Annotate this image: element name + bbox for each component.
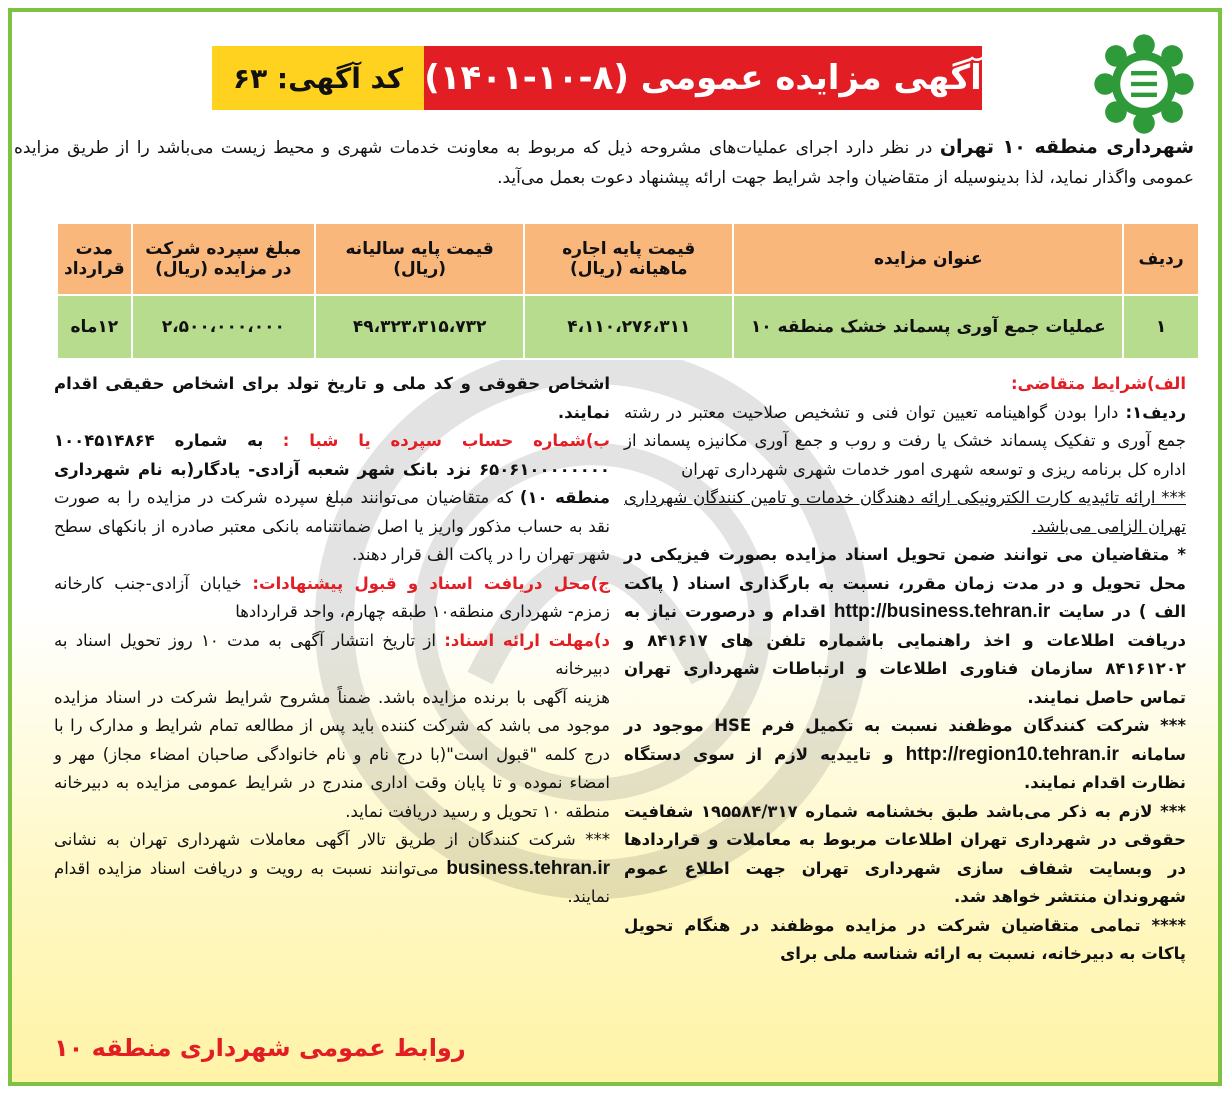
right-column: [624, 370, 1186, 969]
th-deposit: مبلغ سپرده شرکت در مزایده (ریال): [132, 223, 315, 295]
hall-note: [54, 826, 610, 912]
section-d-text: از تاریخ انتشار آگهی به مدت ۱۰ روز تحویل اسناد به دبیرخانه: [54, 630, 610, 678]
section-b-text: که متقاضیان می‌توانند مبلغ سپرده شرکت در مزایده را به صورت نقد به حساب مذکور واریز یا اصل ضمانتنامه بانکی معتبر صادره از بانکهای سطح شهر تهران را در پاکت الف قرار دهند.: [54, 488, 610, 564]
intro-paragraph: [14, 132, 1194, 193]
hse-text-1: *** شرکت کنندگان موظفند نسبت به تکمیل فرم HSE موجود در سامانه: [624, 716, 1186, 764]
transparency-note: *** لازم به ذکر می‌باشد طبق بخشنامه شماره ۱۹۵۵۸۴/۳۱۷ شفافیت حقوقی در شهرداری تهران اطلاعات مربوط به معاملات و قراردادها در وبسایت شفاف سازی شهرداری تهران جهت اطلاع عموم شهروندان منتشر خواهد شد.: [624, 801, 1186, 906]
cell-annual: ۴۹،۳۲۳،۳۱۵،۷۳۲: [315, 295, 524, 359]
cell-title: عملیات جمع آوری پسماند خشک منطقه ۱۰: [733, 295, 1123, 359]
docs-upload-text-1: * متقاضیان می توانند ضمن تحویل اسناد مزایده بصورت فیزیکی در محل تحویل و در مدت زمان مقرر، نسبت به بارگذاری اسناد ( پاکت الف ) در سایت: [624, 545, 1187, 621]
hse-text-2: و تاییدیه لازم از سوی دستگاه نظارت اقدام نمایند.: [624, 744, 1186, 792]
th-duration: مدت قرارداد: [57, 223, 132, 295]
section-c-text: خیابان آزادی-جنب کارخانه زمزم- شهرداری منطقه۱۰ طبقه چهارم، واحد قراردادها: [54, 573, 610, 621]
table-row: [57, 295, 1199, 359]
row1-text: دارا بودن گواهینامه تعیین توان فنی و تشخیص صلاحیت معتبر در رشته جمع آوری و تفکیک پسماند خشک یا رفت و روب و جمع آوری مکانیزه پسماند از اداره کل برنامه ریزی و توسعه شهری امور خدمات شهری شهرداری تهران: [624, 402, 1186, 479]
tehran-municipality-logo-icon: [1090, 30, 1198, 138]
left-column: [54, 370, 610, 912]
docs-upload: [624, 541, 1186, 712]
national-id-note: **** تمامی متقاضیان شرکت در مزایده موظفند در هنگام تحویل پاکات به دبیرخانه، نسبت به ارائه شناسه ملی برای: [624, 915, 1186, 963]
hse-requirement: [624, 712, 1186, 798]
section-a-row1: [624, 399, 1186, 485]
section-c-title: ج)محل دریافت اسناد و قبول پیشنهادات:: [252, 573, 611, 593]
hall-text-2: می‌توانند نسبت به رویت و دریافت اسناد مزایده اقدام نمایند.: [54, 858, 610, 906]
section-a-title: الف)شرایط متقاضی:: [1010, 374, 1186, 393]
th-monthly: قیمت پایه اجاره ماهیانه (ریال): [524, 223, 733, 295]
business-link[interactable]: http://business.tehran.ir: [833, 601, 1051, 622]
notice-page: [8, 8, 1222, 1086]
section-d: [54, 627, 610, 684]
national-id-continued: اشخاص حقوقی و کد ملی و تاریخ تولد برای اشخاص حقیقی اقدام نمایند.: [54, 374, 610, 422]
auction-table: [56, 222, 1200, 360]
th-row: ردیف: [1123, 223, 1199, 295]
section-c: [54, 570, 610, 627]
docs-upload-text-2: اقدام و درصورت نیاز به دریافت اطلاعات و اخذ راهنمایی باشماره تلفن های ۸۴۱۶۱۷ و ۸۴۱۶۱۲۰۲ سازمان فناوری اطلاعات و ارتباطات شهرداری تهران تماس حاصل نمایند.: [624, 602, 1186, 707]
notice-code: کد آگهی: ۶۳: [212, 46, 424, 110]
cell-deposit: ۲،۵۰۰،۰۰۰،۰۰۰: [132, 295, 315, 359]
hall-link[interactable]: business.tehran.ir: [446, 857, 610, 879]
footer-public-relations: روابط عمومی شهرداری منطقه ۱۰: [54, 1034, 466, 1062]
section-b-title: ب)شماره حساب سپرده یا شبا :: [282, 431, 610, 450]
th-annual: قیمت پایه سالیانه (ریال): [315, 223, 524, 295]
fee-note: هزینه آگهی با برنده مزایده باشد. ضمناً مشروح شرایط شرکت در اسناد مزایده موجود می باشد که شرکت کننده باید پس از مطالعه تمام شرایط و مدارک را با درج کلمه "قبول است"(با درج نام و نام خانوادگی صاحبان امضاء مجاز) مهر و امضاء نموده و تا پایان وقت اداری مندرج در شرایط عمومی مزایده به دبیرخانه منطقه ۱۰ تحویل و رسید دریافت نماید.: [54, 687, 610, 821]
row1-label: ردیف۱:: [1125, 402, 1186, 422]
card-requirement: *** ارائه تائیدیه کارت الکترونیکی ارائه دهندگان خدمات و تامین کنندگان شهرداری تهران الزامی می‌باشد.: [624, 488, 1186, 536]
cell-duration: ۱۲ماه: [57, 295, 132, 359]
region10-link[interactable]: http://region10.tehran.ir: [905, 743, 1119, 765]
th-title: عنوان مزایده: [733, 223, 1123, 295]
intro-text: در نظر دارد اجرای عملیات‌های مشروحه ذیل که مربوط به معاونت خدمات شهری و محیط زیست می‌باشد را از طریق مزایده عمومی واگذار نماید، لذا بدینوسیله از متقاضیان واجد شرایط جهت ارائه پیشنهاد دعوت بعمل می‌آید.: [14, 138, 1194, 188]
section-b: [54, 427, 610, 570]
hall-text-1: *** شرکت کنندگان از طریق تالار آگهی معاملات شهرداری تهران به نشانی: [54, 830, 610, 849]
section-b-account: به شماره ۱۰۰۴۵۱۴۸۶۴ ۶۵۰۶۱۰۰۰۰۰۰۰۰ نزد بانک شهر شعبه آزادی- یادگار(به نام شهرداری منطقه ۱۰): [54, 431, 610, 507]
cell-monthly: ۴،۱۱۰،۲۷۶،۳۱۱: [524, 295, 733, 359]
intro-org: شهرداری منطقه ۱۰ تهران: [939, 136, 1195, 158]
table-header-row: [57, 223, 1199, 295]
notice-title: آگهی مزایده عمومی (۸-۱۰-۱۴۰۱): [424, 46, 982, 110]
section-d-title: د)مهلت ارائه اسناد:: [444, 630, 611, 650]
cell-row: ۱: [1123, 295, 1199, 359]
